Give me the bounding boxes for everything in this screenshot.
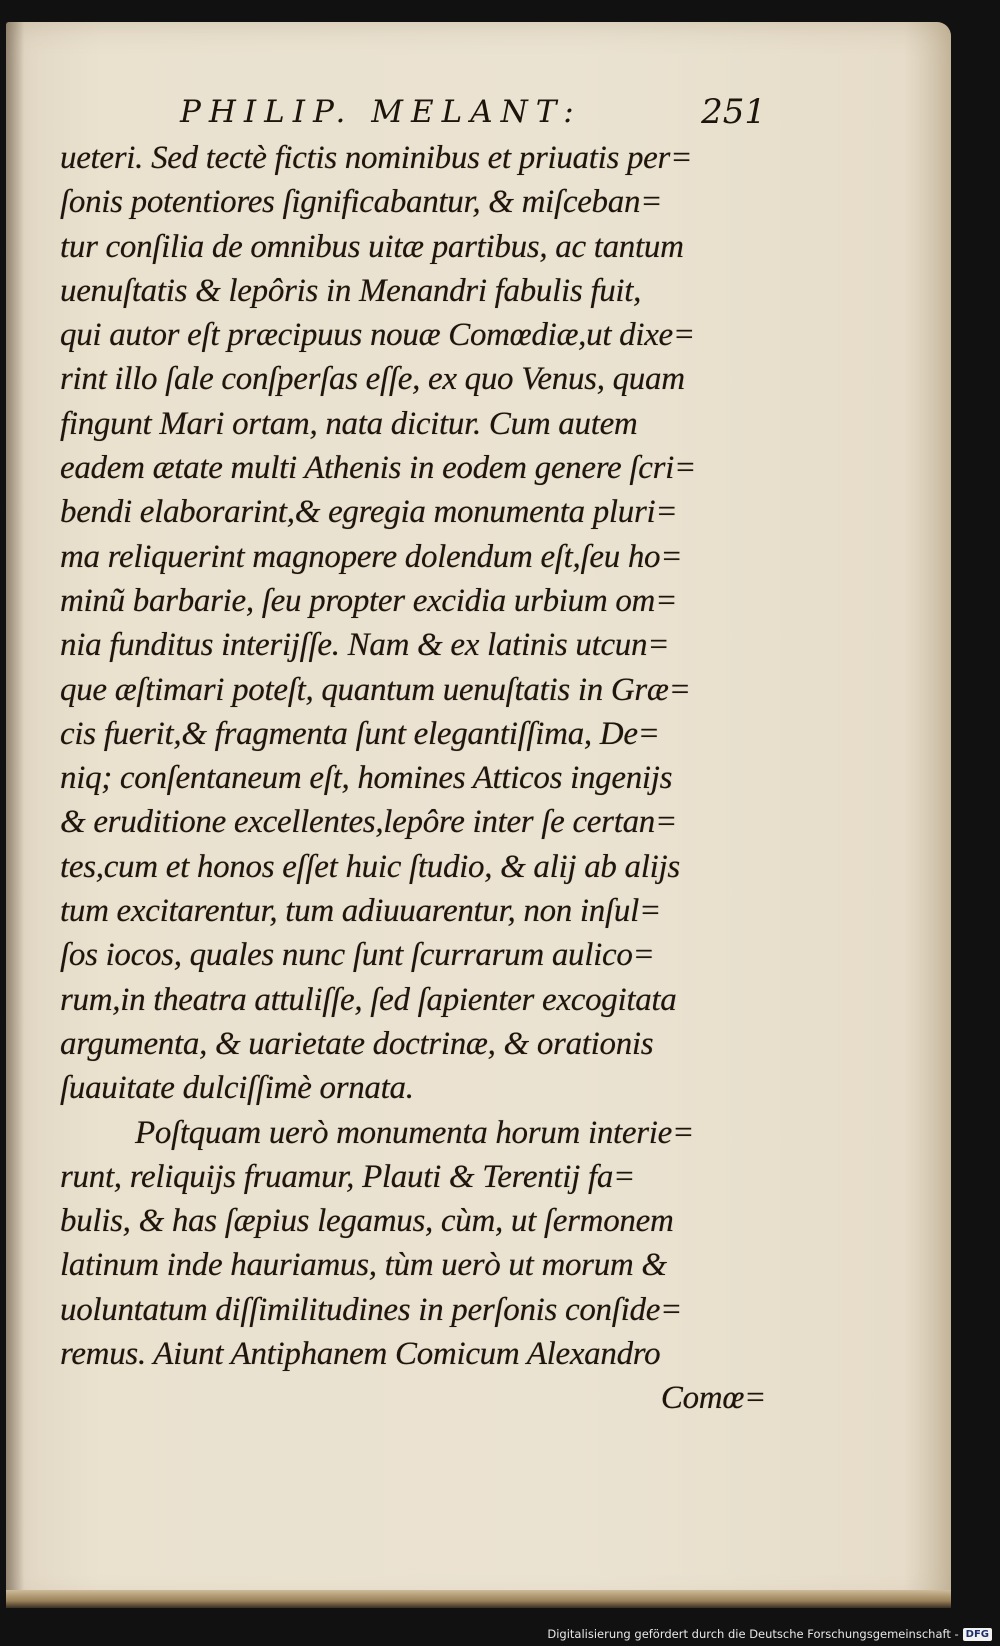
dfg-logo: DFG (963, 1628, 992, 1641)
text-line: ſonis potentiores ſignificabantur, & miſceban= (60, 184, 663, 221)
text-line: bendi elaborarint,& egregia monumenta pluri= (60, 494, 678, 531)
text-line: minũ barbarie, ſeu propter excidia urbium om= (60, 582, 678, 619)
text-line: fingunt Mari ortam, nata dicitur. Cum autem (60, 405, 638, 442)
text-line: argumenta, & uarietate doctrinæ, & orationis (60, 1025, 654, 1062)
page-bottom-edge (6, 1590, 951, 1608)
text-line: latinum inde hauriamus, tùm uerò ut morum & (60, 1247, 667, 1284)
page-number: 251 (701, 92, 766, 132)
digitization-credit (547, 1624, 992, 1644)
text-line: bulis, & has ſæpius legamus, cùm, ut ſermonem (60, 1203, 674, 1240)
text-line: & eruditione excellentes,lepôre inter ſe certan= (60, 804, 677, 841)
text-line: uenuſtatis & lepôris in Menandri fabulis fuit, (60, 272, 642, 309)
text-line: runt, reliquijs fruamur, Plauti & Terentij fa= (60, 1158, 636, 1195)
text-line: ma reliquerint magnopere dolendum eſt,ſeu ho= (60, 538, 683, 575)
text-line: rum,in theatra attuliſſe, ſed ſapienter excogitata (60, 981, 677, 1018)
text-line: niq; conſentaneum eſt, homines Atticos ingenijs (60, 760, 673, 797)
body-text (60, 136, 766, 1421)
text-line: ſuauitate dulciſſimè ornata. (60, 1070, 414, 1107)
catchword: Comœ= (660, 1380, 766, 1417)
text-line: eadem ætate multi Athenis in eodem genere ſcri= (60, 450, 696, 487)
text-line: uoluntatum diſſimilitudines in perſonis conſide= (60, 1291, 683, 1328)
running-head (60, 94, 766, 134)
text-line: nia funditus interijſſe. Nam & ex latinis utcun= (60, 627, 670, 664)
gutter-shadow (6, 22, 24, 1607)
text-line: tes,cum et honos eſſet huic ſtudio, & alij ab alijs (60, 848, 680, 885)
text-line: cis fuerit,& fragmenta ſunt elegantiſſima, De= (60, 715, 660, 752)
text-line: ſos iocos, quales nunc ſunt ſcurrarum aulico= (60, 937, 655, 974)
text-line: qui autor eſt præcipuus nouæ Comœdiæ,ut dixe= (60, 317, 695, 354)
text-line: rint illo ſale conſperſas eſſe, ex quo Venus, quam (60, 361, 685, 398)
text-line: remus. Aiunt Antiphanem Comicum Alexandro (60, 1336, 661, 1373)
running-title: PHILIP. MELANT: (180, 94, 582, 130)
text-line: tum excitarentur, tum adiuuarentur, non inſul= (60, 893, 661, 930)
text-line: ueteri. Sed tectè fictis nominibus et priuatis per= (60, 140, 693, 176)
text-line: tur conſilia de omnibus uitæ partibus, ac tantum (60, 228, 684, 265)
text-line: que æſtimari poteſt, quantum uenuſtatis in Græ= (60, 671, 691, 708)
paragraph-start-line: Poſtquam uerò monumenta horum interie= (135, 1114, 694, 1151)
credit-text: Digitalisierung gefördert durch die Deutsche Forschungsgemeinschaft - (547, 1627, 959, 1641)
